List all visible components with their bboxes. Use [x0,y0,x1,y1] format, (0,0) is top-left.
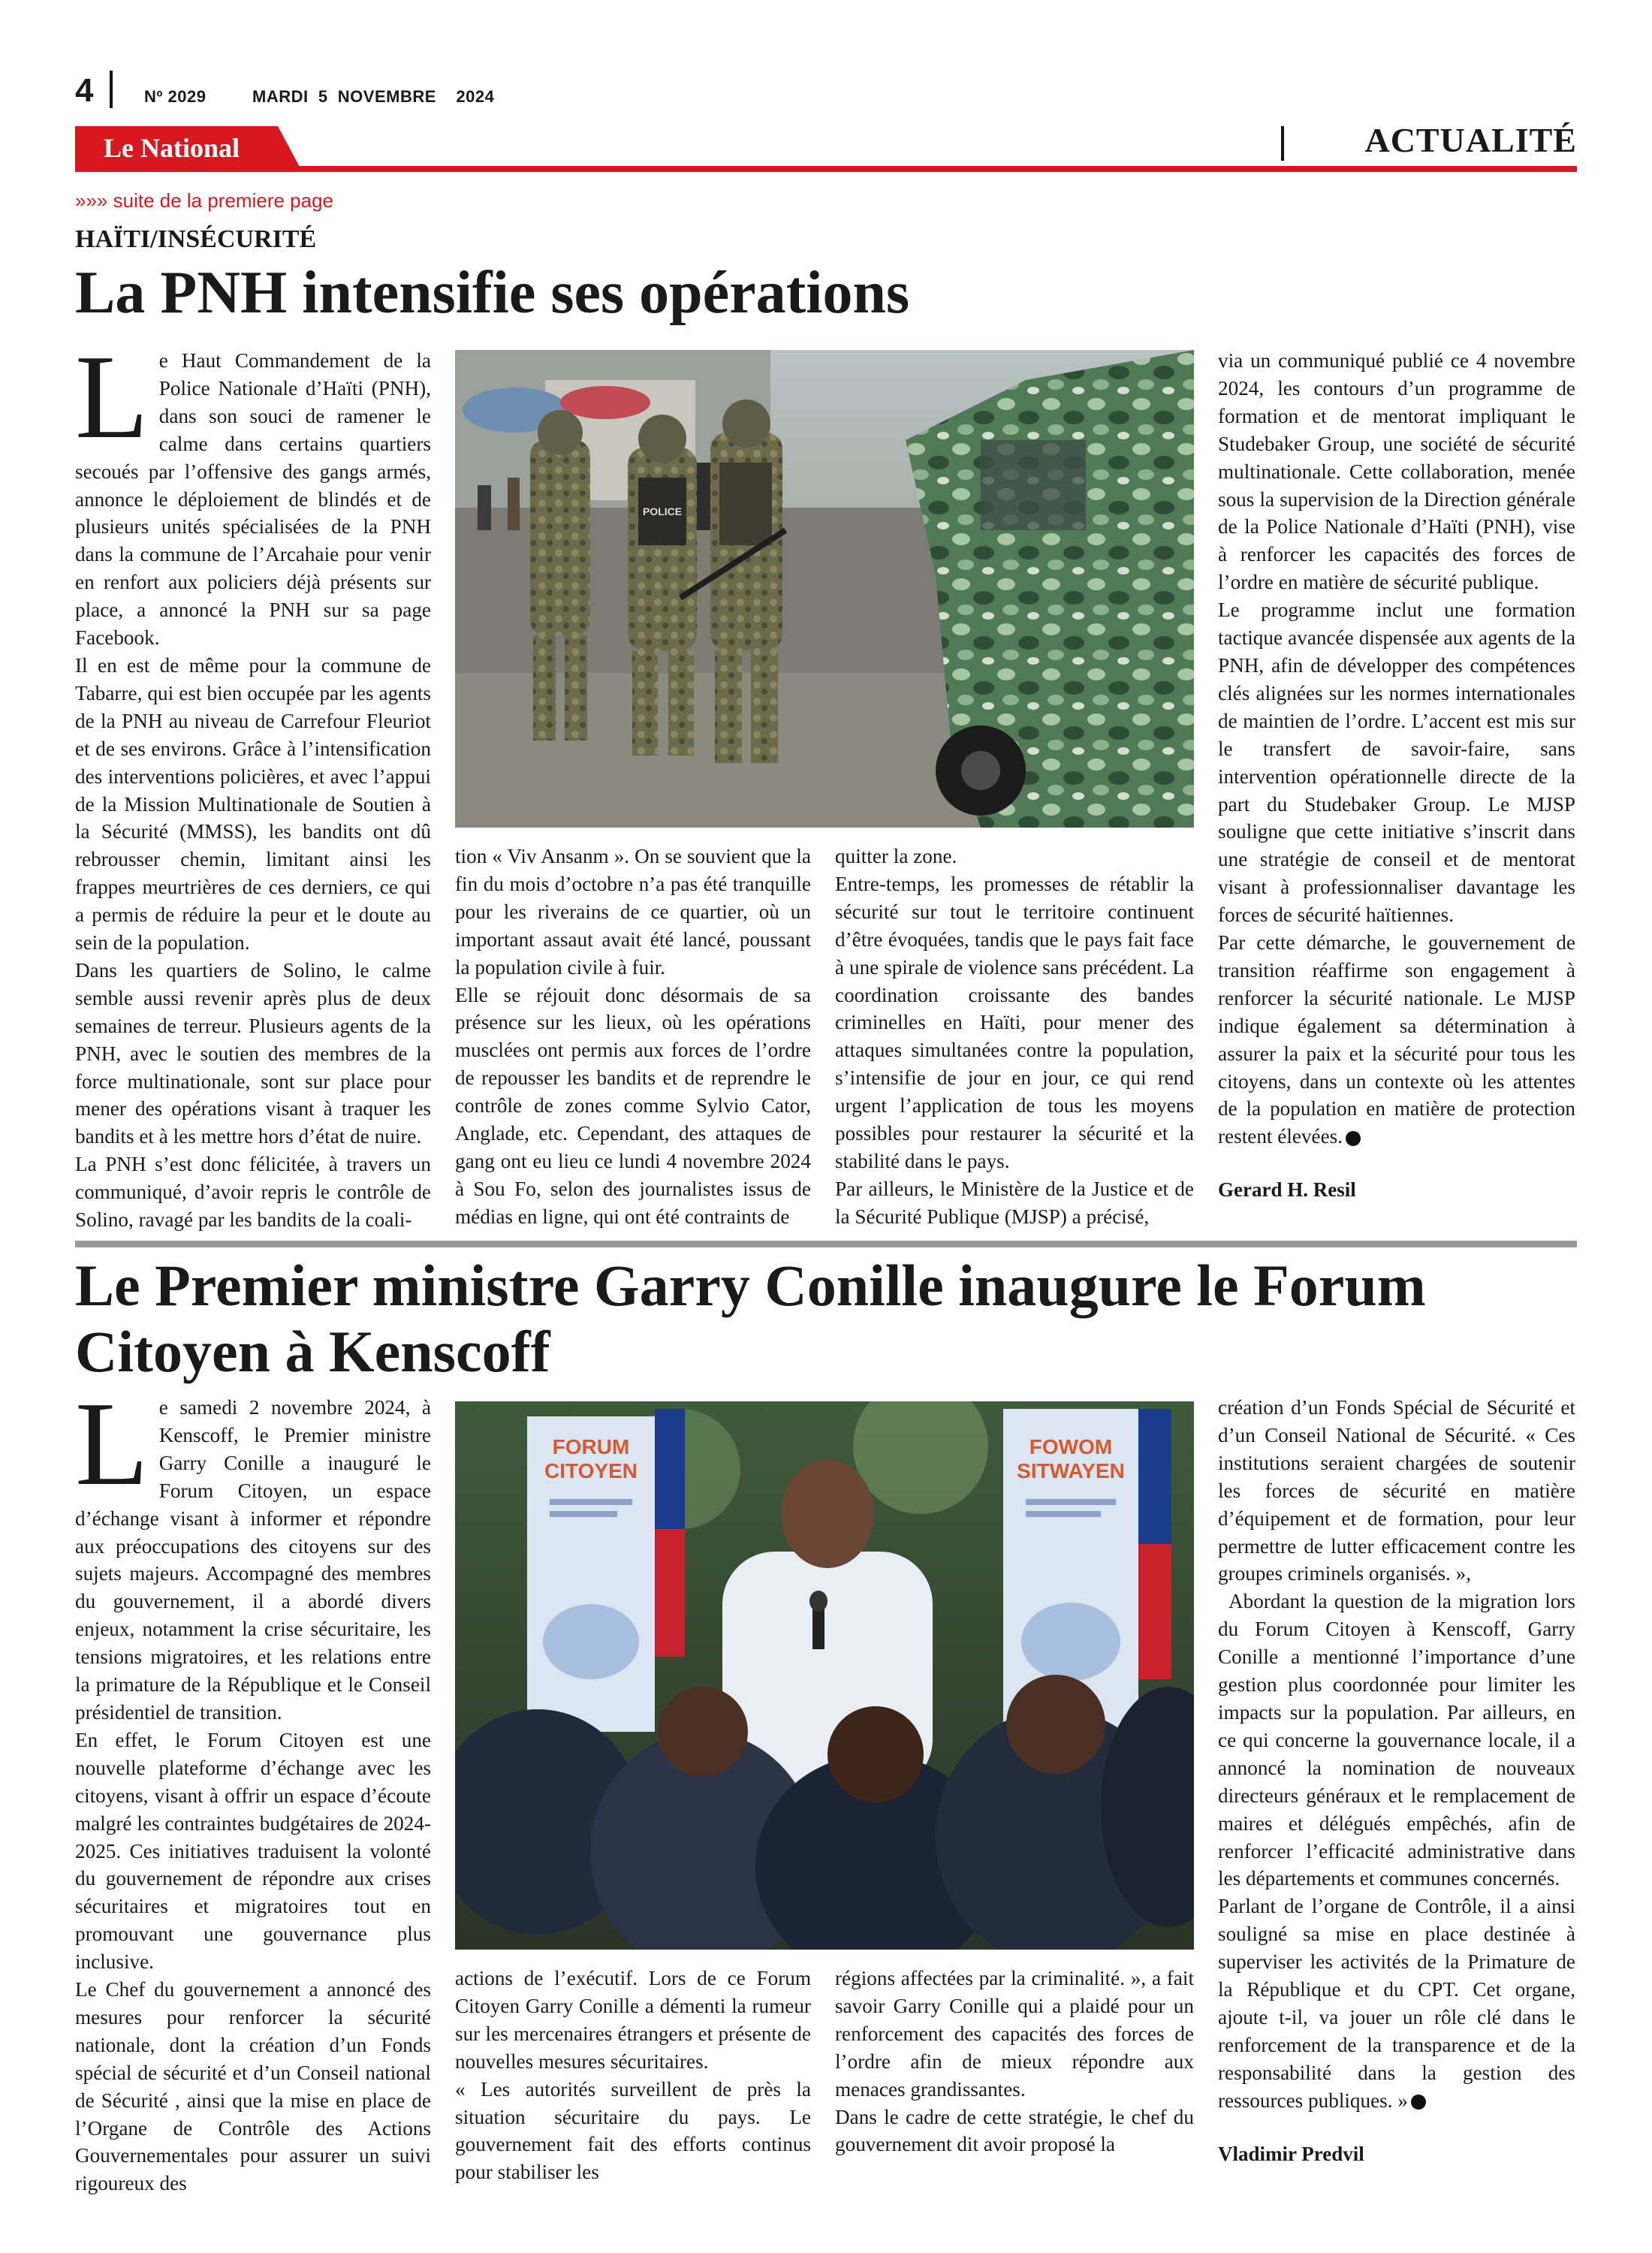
article2-paragraph: Dans le cadre de cette stratégie, le chef du gouvernement dit avoir proposé la [835,2105,1194,2156]
end-of-article-icon [1346,1131,1361,1146]
article2-paragraph: En effet, le Forum Citoyen est une nouvelle plateforme d’échange avec les citoyens, visant à offrir un espace d’écoute malgré les contraintes budgétaires de 2024-2025. Ces initiatives traduisent la volonté du gouvernement de répondre aux crises sécuritaires et migratoires tout en promouvant une gouvernance plus inclusive. [75,1728,431,1974]
article2-photo-forum [455,1401,1194,1950]
brand-logo: Le National [104,133,240,163]
article1-paragraph: tion « Viv Ansanm ». On se souvient que la fin du mois d’octobre n’a pas été tranquille pour les riverains de ce quartier, où un important assaut avait été lancé, poussant la population civile à fuir. [455,845,811,979]
article2-paragraph: « Les autorités surveillent de près la situation sécuritaire du pays. Le gouvernement fait des efforts continus pour stabiliser les [455,2077,811,2184]
article1-paragraph: Le programme inclut une formation tactique avancée dispensée aux agents de la PNH, afin de développer des compétences clés alignées sur les normes internationales de maintien de l’ordre. L’accent est mis sur le transfert de savoir-faire, sans intervention opérationnelle directe de la part du Studebaker Group. Le MJSP souligne que cette initiative s’inscrit dans une stratégie de conseil et de mentorat visant à professionnaliser davantage les forces de sécurité haïtiennes. [1218,599,1575,927]
article1-photo-police [455,350,1194,828]
article2-column-4 [1218,1394,1575,2167]
article1-paragraph: via un communiqué publié ce 4 novembre 2024, les contours d’un programme de formation et de mentorat impliquant le Studebaker Group, une société de sécurité multinationale. Cette collaboration, menée sous la supervision de la Direction générale de la Police Nationale d’Haïti (PNH), vise à renforcer les capacités des forces de l’ordre en matière de sécurité publique. [1218,349,1575,594]
svg-text:CITOYEN: CITOYEN [544,1459,638,1482]
article2-paragraph: régions affectées par la criminalité. », a fait savoir Garry Conille qui a plaidé pour un renforcement des capacités des forces de l’ordre afin de mieux répondre aux menaces grandissantes. [835,1967,1194,2101]
article2-byline: Vladimir Predvil [1218,2142,1364,2165]
article1-headline: La PNH intensifie ses opérations [75,260,910,326]
article2-lead: e samedi 2 novembre 2024, à Kenscoff, le Premier ministre Garry Conille a inauguré le Forum Citoyen, un espace d’échange visant à informer et répondre aux préoccupations des citoyens sur des sujets majeurs. Accompagné des membres du gouvernement, il a abordé divers enjeux, notamment la crise sécuritaire, les tensions migratoires, et les relations entre la primature de la République et le Conseil présidentiel de transition. [75,1396,431,1724]
article2-paragraph: création d’un Fonds Spécial de Sécurité et d’un Conseil National de Sécurité. « Ces institutions seraient chargées de soutenir les forces de sécurité en matière d’équipement et de formation, pour leur permettre de lutter efficacement contre les groupes criminels organisés. », [1218,1396,1575,1585]
article1-paragraph: La PNH s’est donc félicitée, à travers un communiqué, d’avoir repris le contrôle de Solino, ravagé par les bandits de la coali- [75,1153,431,1232]
police-patrol-photo [455,350,1194,828]
article2-dropcap: L [75,1377,149,1510]
article1-column-3 [835,843,1194,1231]
forum-banner-left [527,1416,655,1732]
article1-byline: Gerard H. Resil [1218,1178,1356,1202]
article2-paragraph: Le Chef du gouvernement a annoncé des mesures pour renforcer la sécurité nationale, dont la création d’un Fonds spécial de sécurité et d’un Conseil national de Sécurité , ainsi que la mise en place de l’Organe de Contrôle des Actions Gouvernementales pour assurer un suivi rigoureux des [75,1978,431,2195]
article2-paragraph: Abordant la question de la migration lors du Forum Citoyen à Kenscoff, Garry Conille a mentionné l’importance d’une gestion plus coordonnée pour limiter les impacts sur la population. Par ailleurs, en ce qui concerne la gouvernance locale, il a annoncé la nomination de nouveaux directeurs généraux et le remplacement de maires et délégués empêchés, afin de renforcer l’efficacité administrative dans les départements et communes concernés. [1218,1590,1575,1890]
article2-column-1 [75,1377,431,2197]
article1-paragraph: quitter la zone. [835,845,957,867]
vest-label: POLICE [642,505,683,517]
article1-column-4 [1218,347,1575,1204]
article1-kicker: HAÏTI/INSÉCURITÉ [75,225,317,253]
article1-dropcap: L [75,330,149,463]
article2-paragraph: Parlant de l’organe de Contrôle, il a ainsi souligné sa mise en place destinée à superviser les activités de la Primature de la République et du CPT. Cet organe, ajoute t-il, va jouer un rôle clé dans le renforcement de la transparence et de la responsabilité dans la gestion des ressources publiques. » [1218,1895,1575,2112]
prime-minister-speaking-photo [455,1401,1194,1950]
section-title: ACTUALITÉ [1364,121,1577,159]
page-number-divider [110,71,113,108]
svg-text:FORUM: FORUM [552,1435,630,1458]
armored-vehicle [906,350,1194,828]
article2-paragraph: actions de l’exécutif. Lors de ce Forum Citoyen Garry Conille a démenti la rumeur sur les mercenaires étrangers et présente de nouvelles mesures sécuritaires. [455,1967,811,2073]
article1-column-2 [455,843,811,1231]
article-separator [75,1241,1577,1247]
article2-headline: Le Premier ministre Garry Conille inaugure le Forum Citoyen à Kenscoff [75,1253,1426,1385]
article1-lead: e Haut Commandement de la Police Nationale d’Haïti (PNH), dans son souci de ramener le calme dans certains quartiers secoués par l’offensive des gangs armés, annonce le déploiement de blindés et de plusieurs unités spécialisées de la PNH dans la commune de l’Arcahaie pour venir en renfort aux policiers déjà présents sur place, a annoncé la PNH sur sa page Facebook. [75,349,431,650]
article1-paragraph: Entre-temps, les promesses de rétablir la sécurité sur tout le territoire continuent d’être évoquées, tandis que le pays fait face à une spirale de violence sans précédent. La coordination croissante des bandes criminelles en Haïti, pour mener des attaques simultanées contre la population, s’intensifie de jour en jour, ce qui rend urgent l’application de tous les moyens possibles pour restaurer la sécurité et la stabilité dans le pays. [835,872,1194,1172]
article1-paragraph: Par ailleurs, le Ministère de la Justice et de la Sécurité Publique (MJSP) a précisé, [835,1177,1194,1228]
article1-paragraph: Dans les quartiers de Solino, le calme semble aussi revenir après plus de deux semaines de terreur. Plusieurs agents de la PNH, avec le soutien des membres de la force multinationale, sont sur place pour mener des opérations visant à traquer les bandits et à les mettre hors d’état de nuire. [75,958,431,1148]
issue-number: Nº 2029 [144,87,206,106]
article1-paragraph: Elle se réjouit donc désormais de sa présence sur les lieux, où les opérations musclées ont permis aux forces de l’ordre de repousser les bandits et de reprendre le contrôle de zones comme Sylvio Cator, Anglade, etc. Cependant, des attaques de gang ont eu lieu ce lundi 4 novembre 2024 à Sou Fo, selon des journalistes issus de médias en ligne, qui ont été contraints de [455,983,811,1228]
article1-paragraph: Il en est de même pour la commune de Tabarre, qui est bien occupée par les agents de la PNH au niveau de Carrefour Fleuriot et de ses environs. Grâce à l’intensification des interventions policières, et avec l’appui de la Mission Multinationale de Soutien à la Sécurité (MMSS), les bandits ont dû rebrousser chemin, limitant ainsi les frappes meurtrières de ces derniers, ce qui a permis de réduire la peur et le doute au sein de la population. [75,653,431,955]
section-divider [1281,126,1284,161]
continued-notice: »»» suite de la premiere page [75,189,334,212]
article2-column-2 [455,1965,811,2186]
issue-date: MARDI 5 NOVEMBRE 2024 [252,87,495,106]
article1-paragraph: Par cette démarche, le gouvernement de transition réaffirme son engagement à renforcer la sécurité nationale. Le MJSP indique également sa détermination à assurer la paix et la sécurité pour tous les citoyens, dans un contexte où les attentes de la population en matière de protection restent élevées. [1218,931,1575,1148]
svg-text:SITWAYEN: SITWAYEN [1017,1459,1125,1482]
article1-column-1 [75,330,431,1234]
svg-text:FOWOM: FOWOM [1029,1435,1113,1458]
header-rule [75,166,1577,172]
end-of-article-icon [1411,2095,1426,2110]
article2-column-3 [835,1965,1194,2158]
page-number: 4 [75,72,94,109]
